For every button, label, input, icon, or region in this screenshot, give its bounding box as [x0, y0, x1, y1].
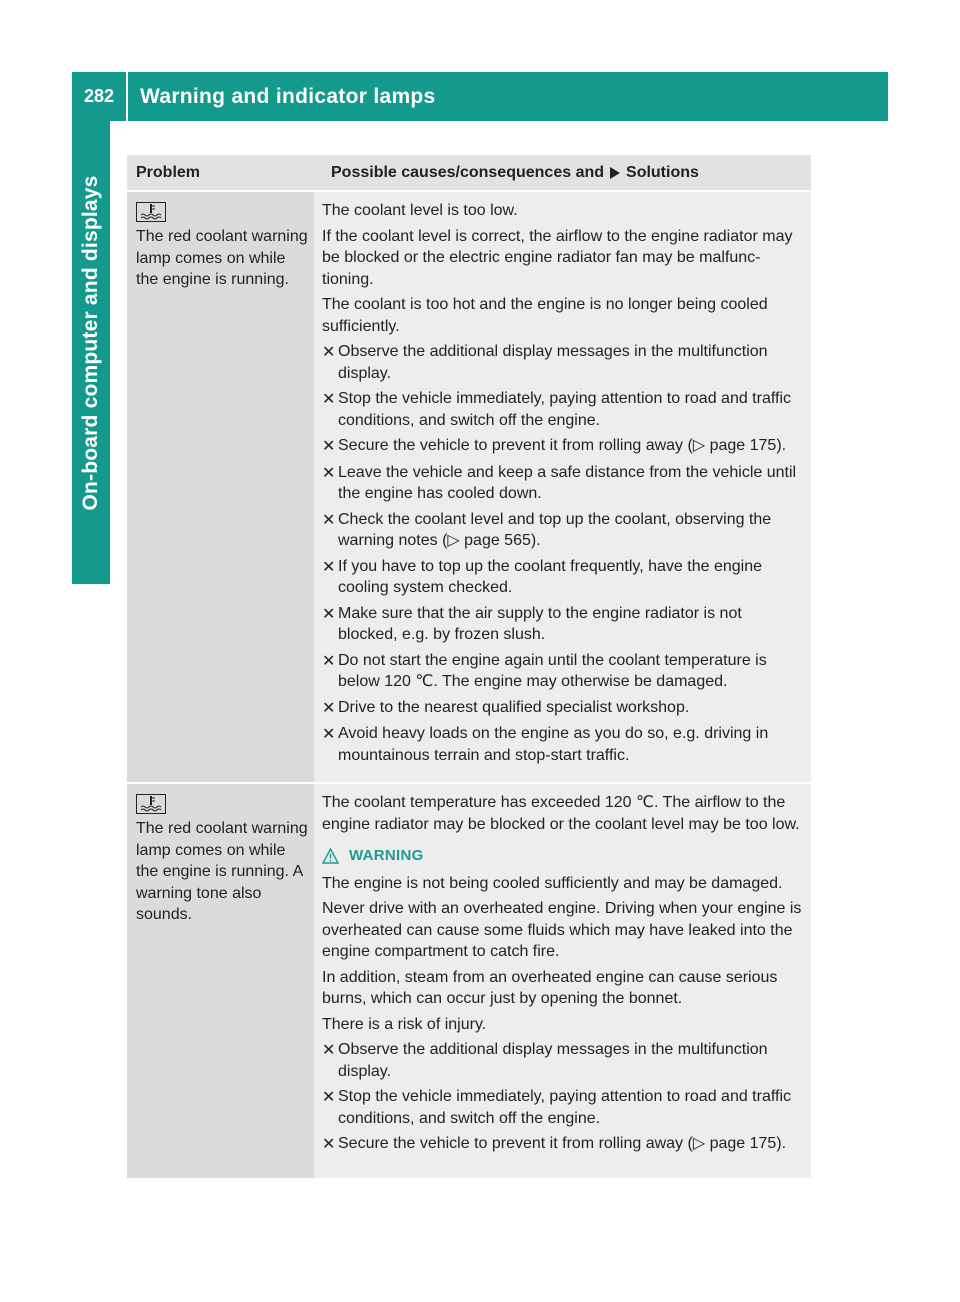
step-marker-icon: ✕ — [322, 391, 336, 408]
step-marker-icon: ✕ — [322, 699, 336, 717]
table-header — [127, 155, 811, 190]
solutions-cell — [314, 192, 811, 768]
table-row — [127, 784, 811, 1178]
step-marker-icon: ✕ — [322, 464, 336, 482]
cause-text: The coolant is too hot and the engine is no longer being cooled sufficiently. — [322, 296, 768, 335]
solution-step: ✕ Do not start the engine again until the coolant temperature is below 120 ℃. The engine may otherwise be damaged. — [322, 650, 805, 693]
column-header-solutions-prefix: Possible causes/consequences and — [331, 163, 605, 181]
solution-step: ✕ Avoid heavy loads on the engine as you do so, e.g. driving in mountainous terrain and stop-start traffic. — [322, 723, 805, 766]
solution-step: ✕ Observe the additional display messages in the multifunction display. — [322, 341, 805, 384]
cause-text: The coolant level is too low. — [322, 202, 518, 219]
solution-step: ✕ Make sure that the air supply to the engine radiator is not blocked, e.g. by frozen slush. — [322, 603, 805, 646]
column-header-solutions — [323, 155, 811, 190]
warning-text: Never drive with an overheated engine. Driving when your engine is overheated can cause some fluids which may have leaked into the engine compartment to catch fire. — [322, 900, 802, 960]
cause-text: If the coolant level is correct, the airflow to the engine radiator may be blocked or the electric engine radiator fan may be malfunctioning. — [322, 227, 793, 288]
step-marker-icon: ✕ — [322, 1089, 336, 1106]
step-marker-icon: ✕ — [322, 652, 336, 670]
problem-description: The red coolant warning lamp comes on while the engine is running. A warning tone also sounds. — [136, 820, 308, 923]
step-marker-icon: ✕ — [322, 726, 336, 743]
column-header-solutions-suffix: Solutions — [626, 163, 699, 181]
arrow-right-icon — [608, 166, 622, 180]
warning-text: The engine is not being cooled sufficiently and may be damaged. — [322, 874, 783, 892]
solution-step: ✕ Stop the vehicle immediately, paying attention to road and traffic conditions, and switch off the engine. — [322, 388, 805, 431]
section-side-tab-label: On-board computer and displays — [79, 175, 102, 511]
step-marker-icon: ✕ — [322, 438, 336, 455]
solution-step: ✕ Check the coolant level and top up the coolant, observing the warning notes (▷ page 565). — [322, 509, 805, 552]
warning-label: WARNING — [349, 847, 424, 864]
step-marker-icon: ✕ — [322, 511, 336, 529]
warning-text: In addition, steam from an overheated engine can cause serious burns, which can occur just by opening the bonnet. — [322, 968, 778, 1007]
warning-heading — [322, 845, 805, 867]
header-divider — [126, 72, 128, 121]
table-row — [127, 192, 811, 768]
problem-description: The red coolant warning lamp comes on while the engine is running. — [136, 228, 308, 288]
solution-step: ✕ Secure the vehicle to prevent it from rolling away (▷ page 175). — [322, 1133, 805, 1156]
step-marker-icon: ✕ — [322, 344, 336, 361]
cause-text: The coolant temperature has exceeded 120 ℃. The airflow to the engine radiator may be blocked or the coolant level may be too low. — [322, 794, 800, 833]
solution-step: ✕ Leave the vehicle and keep a safe distance from the vehicle until the engine has cooled down. — [322, 462, 805, 505]
step-marker-icon: ✕ — [322, 558, 336, 576]
problem-cell — [127, 784, 314, 1178]
solution-step: ✕ If you have to top up the coolant frequently, have the engine cooling system checked. — [322, 556, 805, 599]
page-number: 282 — [83, 86, 115, 106]
solution-step: ✕ Drive to the nearest qualified specialist workshop. — [322, 697, 805, 720]
problem-solutions-table — [127, 155, 811, 1178]
step-marker-icon: ✕ — [322, 1136, 336, 1153]
column-header-problem: Problem — [136, 163, 201, 181]
page-header — [72, 72, 888, 121]
coolant-temperature-icon — [136, 794, 166, 814]
step-marker-icon: ✕ — [322, 605, 336, 623]
solutions-cell — [314, 784, 811, 1178]
warning-text: There is a risk of injury. — [322, 1015, 487, 1033]
solution-step: ✕ Stop the vehicle immediately, paying attention to road and traffic conditions, and switch off the engine. — [322, 1086, 805, 1129]
coolant-temperature-icon — [136, 202, 166, 222]
problem-cell — [127, 192, 314, 768]
page-title: Warning and indicator lamps — [140, 84, 436, 108]
solution-step: ✕ Observe the additional display messages in the multifunction display. — [322, 1039, 805, 1082]
step-marker-icon: ✕ — [322, 1042, 336, 1059]
warning-triangle-icon — [322, 848, 339, 864]
solution-step: ✕ Secure the vehicle to prevent it from rolling away (▷ page 175). — [322, 435, 805, 458]
